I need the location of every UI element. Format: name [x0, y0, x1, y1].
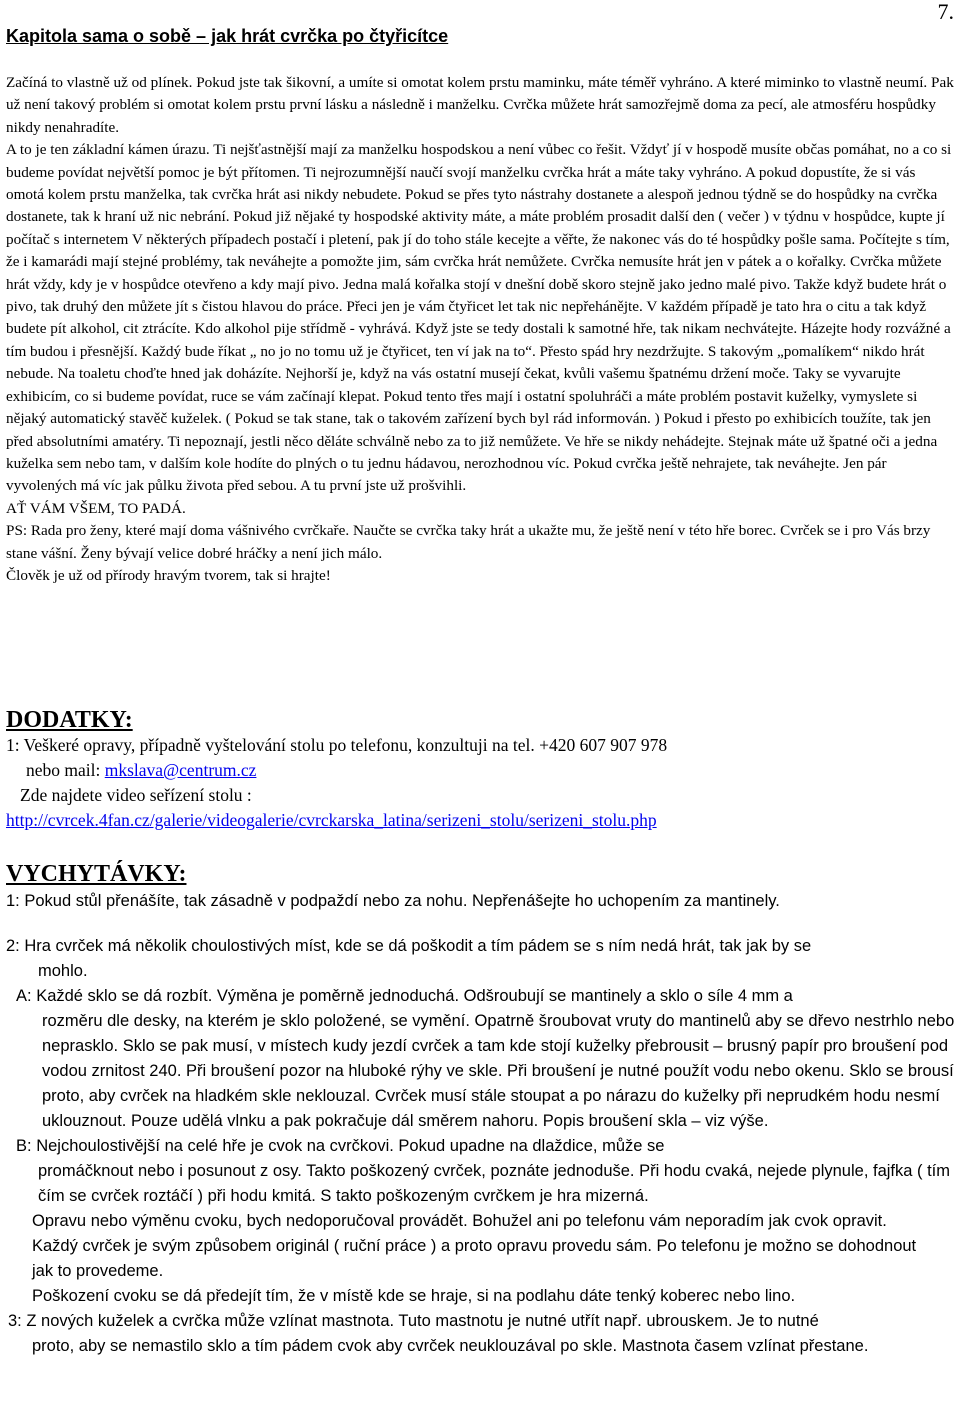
- story-text: [6, 72, 956, 587]
- page-number: 7.: [937, 0, 954, 24]
- spacer: [6, 914, 956, 934]
- item-b-text: Nejchoulostivější na celé hře je cvok na cvrčkovi. Pokud upadne na dlaždice, může se: [36, 1137, 665, 1155]
- dodatky-line-1: 1: Veškeré opravy, případně vyštelování stolu po telefonu, konzultuji na tel. +420 607 907 978: [6, 735, 668, 755]
- paragraph-ps: PS: Rada pro ženy, které mají doma vášnivého cvrčkaře. Naučte se cvrčka taky hrát a ukažte mu, že ještě není v této hře borec. Cvrček se i pro Vás brzy stane vášní. Ženy bývají velice dobré hráčky a není jich málo.: [6, 522, 931, 562]
- vychytavka-b-body-2: Opravu nebo výměnu cvoku, bych nedoporučoval provádět. Bohužel ani po telefonu vám neporadím jak cvok opravit. Každý cvrček je svým způsobem originál ( ruční práce ) a proto opravu provedu sám. Po telefonu je možno se dohodnout jak to provedeme.: [32, 1212, 917, 1280]
- dodatky-mail-line: [6, 758, 956, 783]
- item-3-label: 3:: [8, 1312, 27, 1330]
- mail-link[interactable]: mkslava@centrum.cz: [104, 760, 257, 780]
- vychytavka-b-body-3: Poškození cvoku se dá předejít tím, že v místě kde se hraje, si na podlahu dáte tenký koberec nebo lino.: [32, 1287, 796, 1305]
- dodatky-section: [6, 708, 956, 833]
- dodatky-heading: DODATKY:: [6, 707, 133, 733]
- paragraph-closing: Člověk je už od přírody hravým tvorem, tak si hrajte!: [6, 566, 331, 584]
- mail-prefix: nebo mail:: [26, 760, 105, 780]
- vychytavka-2-cont: mohlo.: [38, 962, 88, 980]
- vychytavka-b-first: [6, 1134, 956, 1159]
- vychytavky-heading: VYCHYTÁVKY:: [6, 861, 187, 887]
- video-text: Zde najdete video seřízení stolu :: [20, 785, 252, 805]
- vychytavka-1: 1: Pokud stůl přenášíte, tak zásadně v podpaždí nebo za nohu. Nepřenášejte ho uchopením za mantinely.: [6, 892, 780, 910]
- vychytavky-section: [6, 862, 956, 1359]
- vychytavka-a-first: [6, 984, 956, 1009]
- paragraph: A to je ten základní kámen úrazu. Ti nejšťastnější mají za manželku hospodskou a není vůbec co řešit. Vždyť jí v hospodě musíte občas pomáhat, no a co si budeme povídat největší pomoc je být přítomen. Ti nejrozumnější naučí svojí manželku cvrčka hrát a máte taky vyhráno. A pokud dopustíte, že si vás omotá kolem prstu manželka, tak cvrčka hrát asi nikdy nebudete. Pokud se přes tyto nástrahy dostanete a alespoň jednou týdně se do hospůdky na cvrčka dostanete, tak k hraní už nic nebrání. Pokud již nějaké ty hospodské aktivity máte, a máte problém prosadit další den ( večer ) v týdnu v hospůdce, kupte jí počítač s internetem V některých případech postačí i pletení, pak jí do toho stále kecejte a věřte, že nakonec vás do té hospůdky pošle sama. Počítejte s tím, že i kamarádi mají stejné problémy, tak neváhejte a pomožte jim, sám cvrčka hrát nemůžete. Cvrčka nemusíte hrát jen v pátek a o kořalky. Cvrčka můžete hrát vždy, kdy je v hospůdce otevřeno a kdy mají pivo. Jedna malá kořalka stojí v dnešní době skoro stejně jako jedno malé pivo. Takže když budete hrát o pivo, tak druhý den můžete jít s čistou hlavou do práce. Přeci jen je vám čtyřicet let tak nic nepřehánějte. V každém případě je tato hra o citu a tak když budete pít alkohol, cit ztrácíte. Kdo alkohol pije střídmě - vyhrává. Když jste se tedy dostali k samotné hře, tak nikam nechvátejte. Házejte hody rozvážné a tím budou i přesnější. Každý bude říkat „ no jo no tomu už je čtyřicet, ten ví jak na to“. Přesto spád hry nezdržujte. S takovým „pomalíkem“ nikdo hrát nebude. Na toaletu choďte hned jak doházíte. Nejhorší je, když na vás ostatní musejí čekat, kvůli vašemu špatnému držení moče. Taky se vyvarujte exhibicím, co si budeme povídat, ruce se vám začínají klepat. Pokud tento třes mají i ostatní spoluhráči a máte problém postavit kuželky, vymyslete si nějaký automatický stavěč kuželek. ( Pokud se tak stane, tak o takovém zařízení bych byl rád informován. ) Pokud i přesto po exhibicích toužíte, tak jen před absolutními amatéry. Ti nepoznají, jestli něco děláte schválně nebo za to již nemůžete. Ve hře se nikdy nehádejte. Stejnak máte už špatné oči a jedna kuželka sem nebo tam, v dalším kole hodíte do plných o tu jednu hádavou, nerozhodnou víc. Pokud cvrčka ještě nehrajete, tak neváhejte. Jen pár vyvolených má víc jak půlku života před sebou. A tu první jste už prošvihli.: [6, 141, 952, 495]
- vychytavka-b-body: promáčknout nebo i posunout z osy. Takto poškozený cvrček, poznáte jednoduše. Při hodu cvaká, nejede plynule, fajfka ( tím čím se cvrček roztáčí ) při hodu kmitá. S takto poškozeným cvrčkem je hra mizerná.: [38, 1162, 951, 1205]
- vychytavka-a-body: rozměru dle desky, na kterém je sklo položené, se vymění. Opatrně šroubovat vruty do mantinelů aby se dřevo nestrhlo nebo neprasklo. Sklo se pak musí, v místech kudy jezdí cvrček a tam kde stojí kuželky přebrousit – brusný papír pro broušení pod vodou zrnitost 240. Při broušení pozor na hluboké rýhy ve skle. Při broušení je nutné použít vodu nebo okenu. Sklo se brousí proto, aby cvrček na hladkém skle neklouzal. Cvrček musí stále stoupat a po nárazu do kuželky při neprudkém hodu nesmí uklouznout. Pouze udělá vlnku a pak pokračuje dál směrem nahoru. Popis broušení skla – viz výše.: [42, 1012, 955, 1130]
- video-link[interactable]: http://cvrcek.4fan.cz/galerie/videogalerie/cvrckarska_latina/serizeni_stolu/serizeni_stolu.php: [6, 810, 657, 830]
- item-b-label: B:: [16, 1137, 37, 1155]
- vychytavka-3-first: [6, 1309, 956, 1334]
- vychytavka-2-first: 2: Hra cvrček má několik choulostivých míst, kde se dá poškodit a tím pádem se s ním nedá hrát, tak jak by se: [6, 937, 812, 955]
- paragraph-shout: AŤ VÁM VŠEM, TO PADÁ.: [6, 499, 186, 517]
- chapter-title: Kapitola sama o sobě – jak hrát cvrčka po čtyřicítce: [6, 26, 449, 46]
- paragraph: Začíná to vlastně už od plínek. Pokud jste tak šikovní, a umíte si omotat kolem prstu maminku, máte téměř vyhráno. A které miminko to vlastně neumí. Pak už není takový problém si omotat kolem prstu první lásku a následně i manželku. Cvrčka můžete hrát samozřejmě doma za pecí, ale atmosféru hospůdky nikdy nenahradíte.: [6, 74, 954, 136]
- vychytavka-3-body: proto, aby se nemastilo sklo a tím pádem cvok aby cvrček neuklouzával po skle. Mastnota časem vzlínat přestane.: [32, 1337, 869, 1355]
- item-3-text: Z nových kuželek a cvrčka může vzlínat mastnota. Tuto mastnotu je nutné utřít např. ubrouskem. Je to nutné: [26, 1312, 819, 1330]
- item-a-label: A:: [16, 987, 37, 1005]
- item-a-text: Každé sklo se dá rozbít. Výměna je poměrně jednoduchá. Odšroubují se mantinely a sklo o síle 4 mm a: [36, 987, 793, 1005]
